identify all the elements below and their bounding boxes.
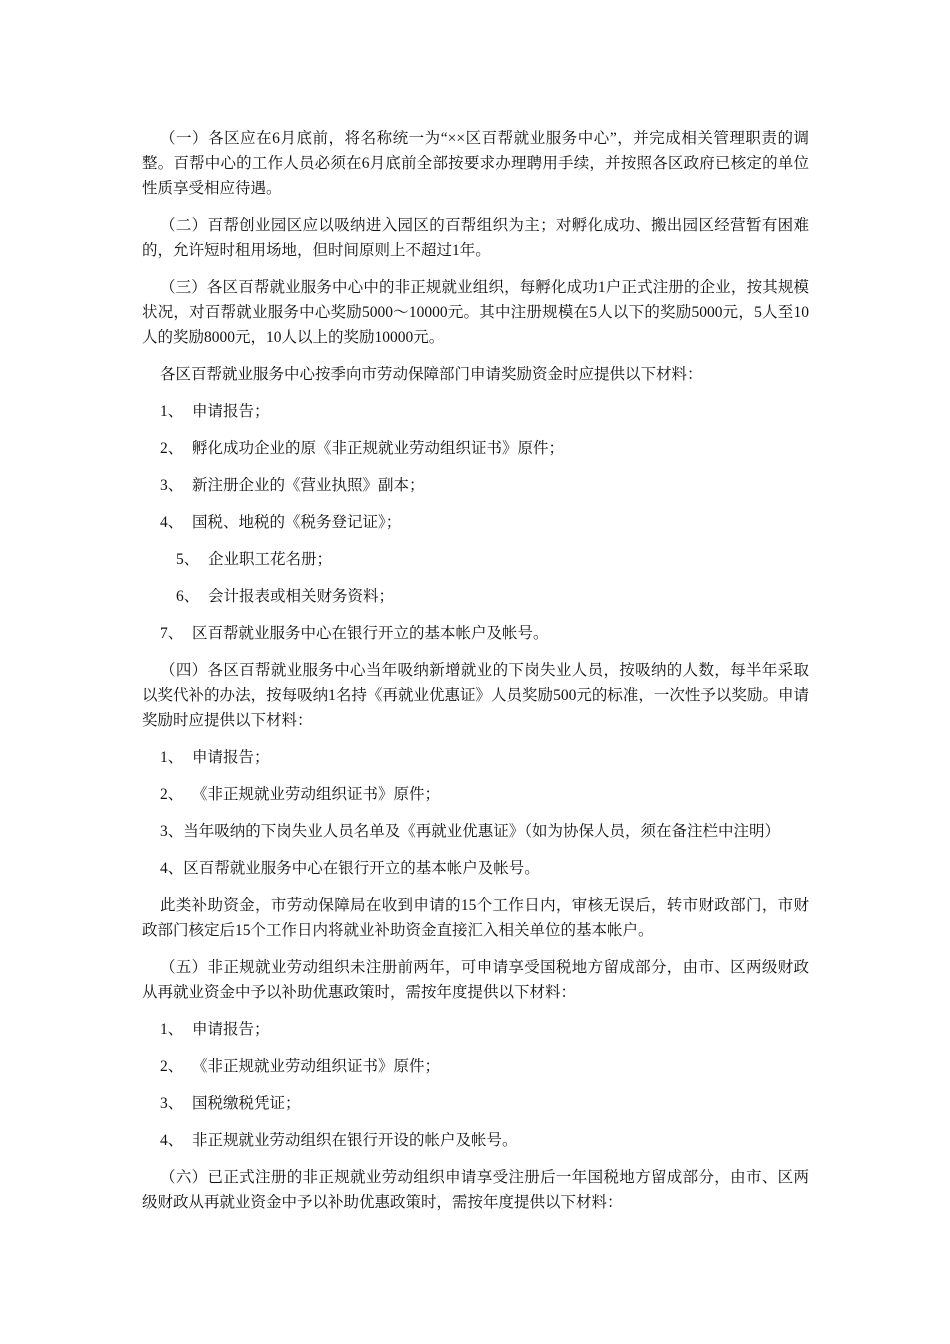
list-item: 1、 申请报告； (160, 749, 270, 766)
list-item: 4、 国税、地税的《税务登记证》； (160, 514, 402, 531)
list-item: 4、 非正规就业劳动组织在银行开设的帐户及帐号。 (160, 1132, 518, 1149)
list-item: 3、 新注册企业的《营业执照》副本； (160, 477, 425, 494)
paragraph-section-4: （四）各区百帮就业服务中心当年吸纳新增就业的下岗失业人员，按吸纳的人数，每半年采取以奖代补的办法，按每吸纳1名持《再就业优惠证》人员奖励500元的标准，一次性予以奖励。申请奖励时应提供以下材料： (142, 662, 809, 729)
list-item: 2、 孵化成功企业的原《非正规就业劳动组织证书》原件； (160, 440, 565, 457)
list-item: 3、 国税缴税凭证； (160, 1095, 301, 1112)
list-item: 5、 企业职工花名册； (176, 551, 333, 568)
list-item: 3、当年吸纳的下岗失业人员名单及《再就业优惠证》（如为协保人员，须在备注栏中注明） (160, 823, 781, 840)
paragraph-section-2: （二）百帮创业园区应以吸纳进入园区的百帮组织为主；对孵化成功、搬出园区经营暂有困难的，允许短时租用场地，但时间原则上不超过1年。 (142, 217, 809, 259)
list-item: 4、区百帮就业服务中心在银行开立的基本帐户及帐号。 (160, 860, 540, 877)
list-item: 2、 《非正规就业劳动组织证书》原件； (160, 786, 441, 803)
paragraph-funding-note: 此类补助资金，市劳动保障局在收到申请的15个工作日内，审核无误后，转市财政部门，市财政部门核定后15个工作日内将就业补助资金直接汇入相关单位的基本帐户。 (142, 897, 809, 939)
paragraph-materials-intro: 各区百帮就业服务中心按季向市劳动保障部门申请奖励资金时应提供以下材料： (160, 366, 703, 383)
list-item: 7、 区百帮就业服务中心在银行开立的基本帐户及帐号。 (160, 625, 549, 642)
list-item: 2、 《非正规就业劳动组织证书》原件； (160, 1058, 441, 1075)
list-item: 1、 申请报告； (160, 1021, 270, 1038)
paragraph-section-1: （一）各区应在6月底前，将名称统一为“××区百帮就业服务中心”，并完成相关管理职责的调整。百帮中心的工作人员必须在6月底前全部按要求办理聘用手续，并按照各区政府已核定的单位性质享受相应待遇。 (142, 130, 809, 197)
document-body (142, 126, 809, 1227)
list-item: 6、 会计报表或相关财务资料； (176, 588, 395, 605)
paragraph-section-5: （五）非正规就业劳动组织未注册前两年，可申请享受国税地方留成部分，由市、区两级财政从再就业资金中予以补助优惠政策时，需按年度提供以下材料： (142, 959, 809, 1001)
list-item: 1、 申请报告； (160, 403, 270, 420)
paragraph-section-6: （六）已正式注册的非正规就业劳动组织申请享受注册后一年国税地方留成部分，由市、区两级财政从再就业资金中予以补助优惠政策时，需按年度提供以下材料： (142, 1169, 809, 1211)
paragraph-section-3: （三）各区百帮就业服务中心中的非正规就业组织，每孵化成功1户正式注册的企业，按其规模状况，对百帮就业服务中心奖励5000～10000元。其中注册规模在5人以下的奖励5000元，5人至10人的奖励8000元，10人以上的奖励10000元。 (142, 279, 809, 346)
